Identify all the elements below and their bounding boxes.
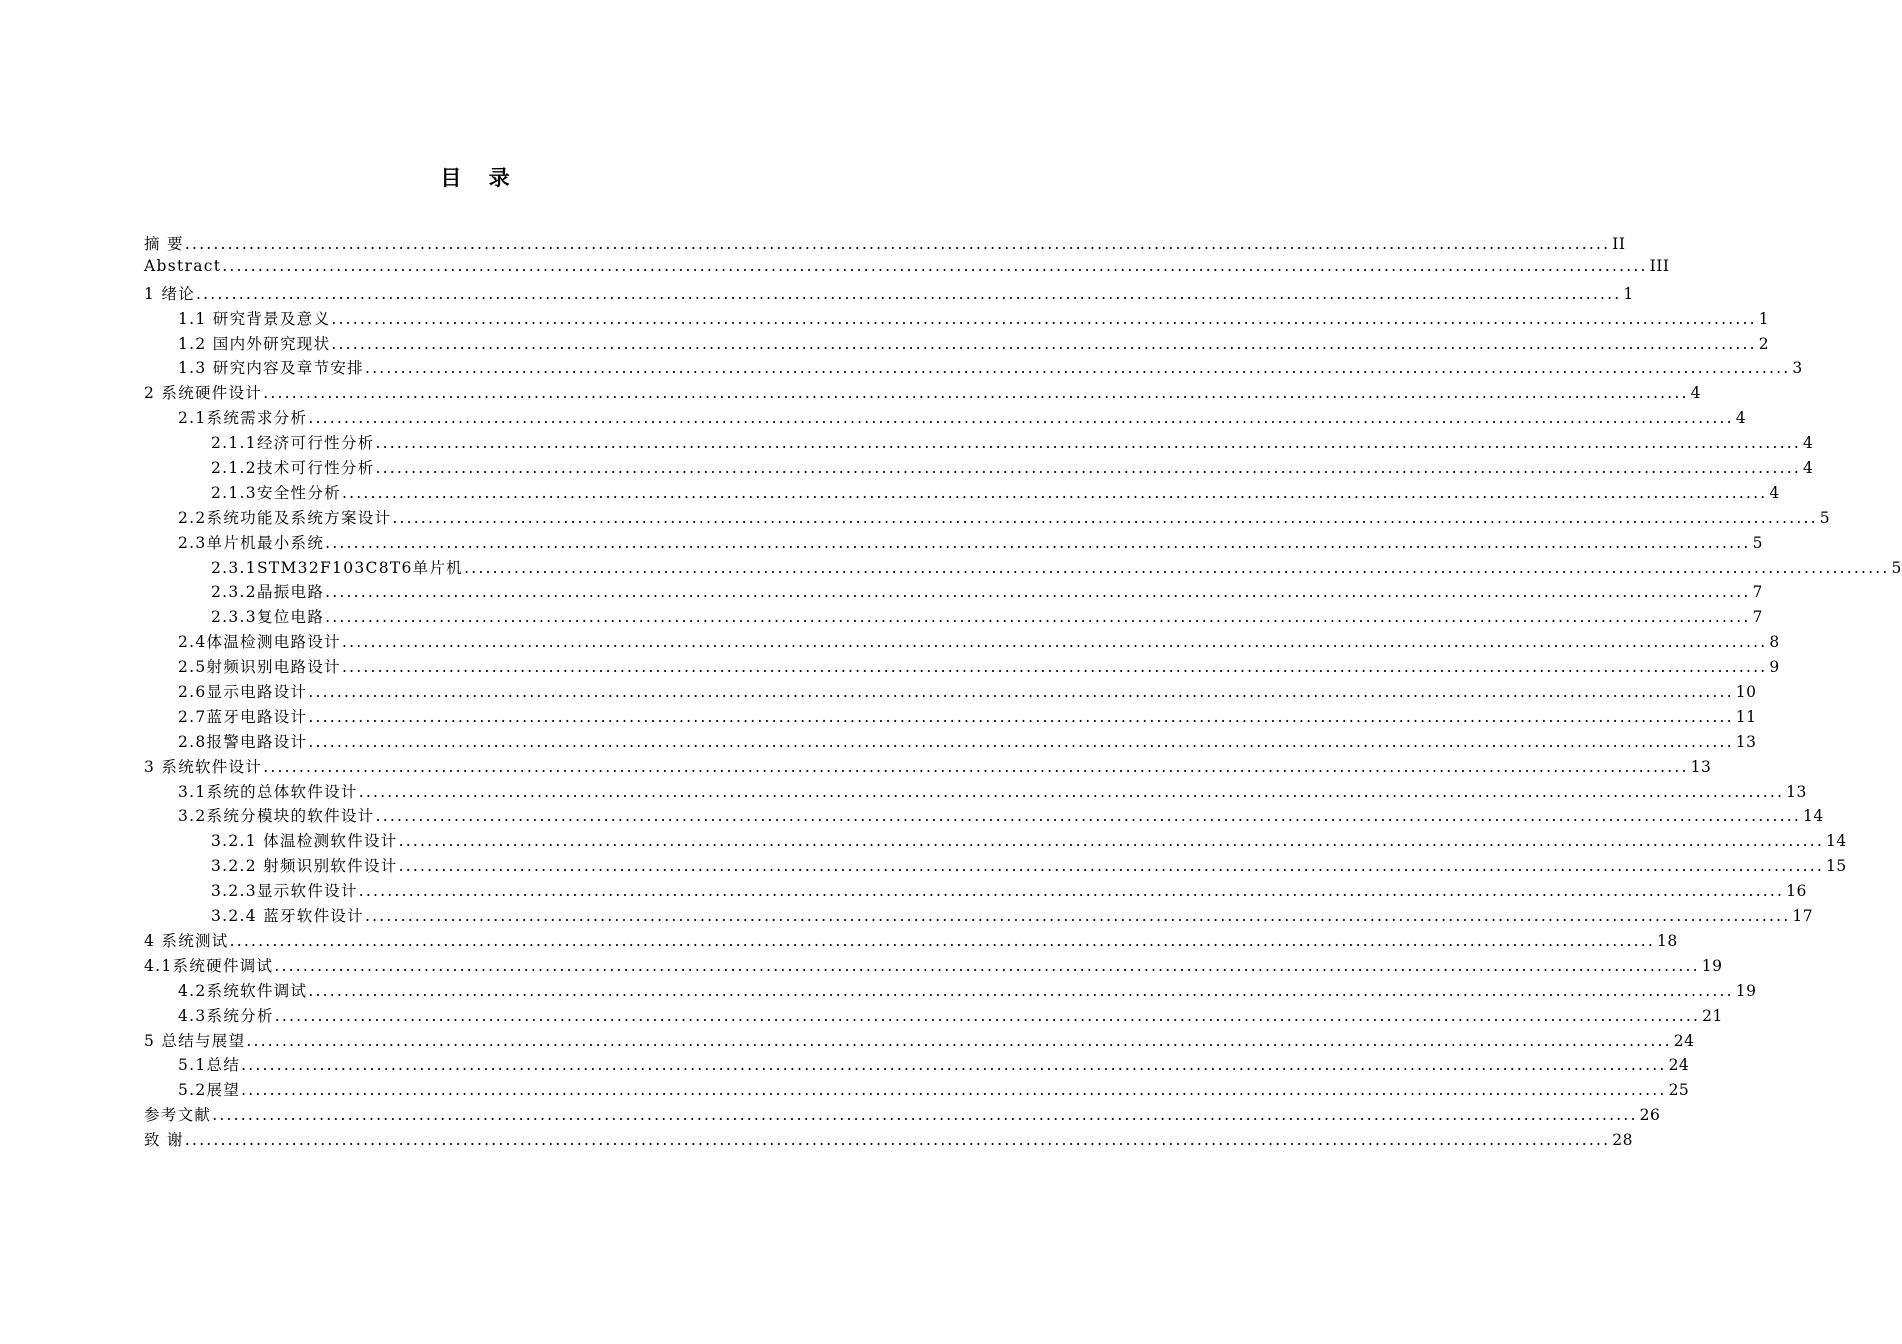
toc-leader-dots: ........................................................................................................................................................................................................ bbox=[274, 956, 1700, 975]
table-of-contents bbox=[144, 232, 1902, 1153]
toc-entry[interactable] bbox=[144, 605, 1763, 630]
toc-entry-page: 21 bbox=[1702, 1006, 1723, 1025]
toc-entry-page: 18 bbox=[1657, 931, 1678, 950]
toc-leader-dots: ........................................................................................................................................................................................................ bbox=[308, 409, 1734, 428]
toc-entry-label: 2.2系统功能及系统方案设计 bbox=[178, 508, 392, 527]
toc-entry-label: 2.7蓝牙电路设计 bbox=[178, 707, 308, 726]
toc-entry-label: 3 系统软件设计 bbox=[144, 757, 263, 776]
toc-entry-label: Abstract bbox=[144, 256, 222, 275]
toc-entry-label: 2.4体温检测电路设计 bbox=[178, 633, 341, 652]
toc-leader-dots: ........................................................................................................................................................................................................ bbox=[196, 284, 1622, 303]
toc-entry[interactable] bbox=[144, 854, 1847, 879]
toc-leader-dots: ........................................................................................................................................................................................................ bbox=[246, 1031, 1672, 1050]
toc-entry-label: 3.2系统分模块的软件设计 bbox=[178, 807, 375, 826]
toc-leader-dots: ........................................................................................................................................................................................................ bbox=[263, 384, 1689, 403]
toc-leader-dots: ........................................................................................................................................................................................................ bbox=[398, 832, 1824, 851]
toc-entry-page: 19 bbox=[1701, 956, 1723, 975]
toc-leader-dots: ........................................................................................................................................................................................................ bbox=[325, 608, 1751, 627]
toc-leader-dots: ........................................................................................................................................................................................................ bbox=[341, 658, 1768, 677]
toc-leader-dots: ........................................................................................................................................................................................................ bbox=[364, 359, 1791, 378]
toc-entry[interactable] bbox=[144, 929, 1678, 954]
toc-entry[interactable] bbox=[144, 456, 1814, 481]
toc-leader-dots: ........................................................................................................................................................................................................ bbox=[308, 732, 1734, 751]
toc-entry[interactable] bbox=[144, 1103, 1661, 1128]
toc-leader-dots: ........................................................................................................................................................................................................ bbox=[364, 907, 1791, 926]
toc-leader-dots: ........................................................................................................................................................................................................ bbox=[308, 707, 1734, 726]
toc-entry-page: 10 bbox=[1735, 683, 1757, 702]
toc-entry-page: 25 bbox=[1668, 1081, 1690, 1100]
toc-entry[interactable] bbox=[144, 879, 1807, 904]
toc-entry[interactable] bbox=[144, 655, 1780, 680]
toc-entry-page: 24 bbox=[1668, 1056, 1690, 1075]
toc-entry-label: 1 绪论 bbox=[144, 284, 195, 303]
toc-entry-label: 致 谢 bbox=[144, 1131, 184, 1150]
toc-entry[interactable] bbox=[144, 780, 1807, 805]
toc-entry[interactable] bbox=[144, 954, 1723, 979]
toc-entry-page: 7 bbox=[1752, 608, 1763, 627]
toc-entry-page: 4 bbox=[1735, 409, 1747, 428]
toc-leader-dots: ........................................................................................................................................................................................................ bbox=[184, 1131, 1611, 1150]
toc-entry-page: 8 bbox=[1769, 633, 1780, 652]
toc-entry-label: 3.1系统的总体软件设计 bbox=[178, 782, 358, 801]
toc-entry-label: 4.3系统分析 bbox=[178, 1006, 274, 1025]
toc-leader-dots: ........................................................................................................................................................................................................ bbox=[241, 1081, 1667, 1100]
toc-entry-page: 4 bbox=[1802, 434, 1814, 453]
toc-entry[interactable] bbox=[144, 755, 1712, 780]
toc-leader-dots: ........................................................................................................................................................................................................ bbox=[375, 459, 1801, 478]
toc-entry[interactable] bbox=[144, 531, 1763, 556]
toc-leader-dots: ........................................................................................................................................................................................................ bbox=[229, 931, 1655, 950]
toc-entry[interactable] bbox=[144, 1004, 1723, 1029]
toc-entry-page: 13 bbox=[1690, 757, 1712, 776]
toc-entry-label: 2.3单片机最小系统 bbox=[178, 533, 325, 552]
toc-entry[interactable] bbox=[144, 680, 1757, 705]
toc-entry-page: 5 bbox=[1891, 558, 1902, 577]
toc-leader-dots: ........................................................................................................................................................................................................ bbox=[341, 483, 1768, 502]
toc-entry[interactable] bbox=[144, 580, 1763, 605]
toc-leader-dots: ........................................................................................................................................................................................................ bbox=[398, 857, 1824, 876]
toc-entry[interactable] bbox=[144, 481, 1780, 506]
toc-leader-dots: ........................................................................................................................................................................................................ bbox=[375, 434, 1801, 453]
toc-entry-page: 3 bbox=[1792, 359, 1803, 378]
toc-entry-page: 14 bbox=[1825, 832, 1847, 851]
toc-entry-page: 5 bbox=[1819, 508, 1831, 527]
toc-entry-label: 2.3.3复位电路 bbox=[211, 608, 325, 627]
toc-leader-dots: ........................................................................................................................................................................................................ bbox=[274, 1006, 1701, 1025]
toc-entry-label: 2.8报警电路设计 bbox=[178, 732, 308, 751]
toc-leader-dots: ........................................................................................................................................................................................................ bbox=[212, 1106, 1638, 1125]
toc-entry-page: 4 bbox=[1690, 384, 1701, 403]
toc-entry[interactable] bbox=[144, 406, 1747, 431]
toc-entry[interactable] bbox=[144, 506, 1831, 531]
toc-entry[interactable] bbox=[144, 705, 1757, 730]
toc-entry-page: 11 bbox=[1735, 707, 1757, 726]
toc-entry-page: III bbox=[1649, 256, 1670, 275]
toc-entry-label: 2.3.1STM32F103C8T6单片机 bbox=[211, 558, 464, 577]
toc-entry-page: 2 bbox=[1758, 334, 1770, 353]
toc-entry-label: 4.2系统软件调试 bbox=[178, 981, 308, 1000]
toc-entry-label: 参考文献 bbox=[144, 1106, 212, 1125]
toc-entry-page: 4 bbox=[1802, 459, 1814, 478]
toc-entry-label: 3.2.2 射频识别软件设计 bbox=[211, 857, 398, 876]
toc-entry-page: 26 bbox=[1639, 1106, 1661, 1125]
toc-entry-page: 5 bbox=[1752, 533, 1763, 552]
toc-entry-label: 3.2.3显示软件设计 bbox=[211, 882, 358, 901]
toc-entry-page: 4 bbox=[1769, 483, 1780, 502]
toc-entry-page: 24 bbox=[1673, 1031, 1695, 1050]
toc-leader-dots: ........................................................................................................................................................................................................ bbox=[358, 882, 1785, 901]
toc-leader-dots: ........................................................................................................................................................................................................ bbox=[263, 757, 1689, 776]
toc-leader-dots: ........................................................................................................................................................................................................ bbox=[375, 807, 1801, 826]
toc-entry-page: 14 bbox=[1802, 807, 1824, 826]
toc-entry-page: 15 bbox=[1825, 857, 1847, 876]
toc-leader-dots: ........................................................................................................................................................................................................ bbox=[325, 583, 1751, 602]
toc-entry-label: 2.3.2晶振电路 bbox=[211, 583, 325, 602]
toc-leader-dots: ........................................................................................................................................................................................................ bbox=[325, 533, 1751, 552]
toc-entry[interactable] bbox=[144, 232, 1626, 257]
toc-leader-dots: ........................................................................................................................................................................................................ bbox=[241, 1056, 1667, 1075]
toc-entry[interactable] bbox=[144, 829, 1847, 854]
toc-entry-label: 1.1 研究背景及意义 bbox=[178, 309, 331, 328]
toc-entry-label: 2 系统硬件设计 bbox=[144, 384, 263, 403]
toc-entry[interactable] bbox=[144, 804, 1824, 829]
toc-entry-label: 1.2 国内外研究现状 bbox=[178, 334, 331, 353]
toc-entry[interactable] bbox=[144, 1078, 1690, 1103]
toc-entry-label: 5 总结与展望 bbox=[144, 1031, 246, 1050]
toc-entry-page: 1 bbox=[1623, 284, 1634, 303]
toc-entry-label: 2.1系统需求分析 bbox=[178, 409, 308, 428]
toc-entry-label: 2.1.3安全性分析 bbox=[211, 483, 341, 502]
toc-leader-dots: ........................................................................................................................................................................................................ bbox=[331, 309, 1757, 328]
toc-entry-label: 5.1总结 bbox=[178, 1056, 241, 1075]
toc-entry[interactable] bbox=[144, 979, 1757, 1004]
toc-leader-dots: ........................................................................................................................................................................................................ bbox=[464, 558, 1890, 577]
toc-entry[interactable] bbox=[144, 630, 1780, 655]
toc-entry-label: 2.1.1经济可行性分析 bbox=[211, 434, 375, 453]
toc-entry[interactable] bbox=[144, 1029, 1695, 1054]
toc-entry[interactable] bbox=[144, 1053, 1690, 1078]
toc-entry-label: 1.3 研究内容及章节安排 bbox=[178, 359, 364, 378]
toc-entry-page: 16 bbox=[1786, 882, 1807, 901]
toc-entry[interactable] bbox=[144, 381, 1701, 406]
toc-entry-label: 4.1系统硬件调试 bbox=[144, 956, 274, 975]
toc-leader-dots: ........................................................................................................................................................................................................ bbox=[222, 256, 1648, 275]
toc-entry-page: 7 bbox=[1752, 583, 1763, 602]
toc-leader-dots: ........................................................................................................................................................................................................ bbox=[184, 235, 1611, 253]
toc-entry-label: 4 系统测试 bbox=[144, 931, 229, 950]
toc-entry[interactable] bbox=[144, 307, 1770, 332]
toc-entry[interactable] bbox=[144, 332, 1770, 357]
toc-entry[interactable] bbox=[144, 256, 1670, 282]
toc-entry-page: 28 bbox=[1612, 1131, 1633, 1150]
toc-leader-dots: ........................................................................................................................................................................................................ bbox=[358, 782, 1785, 801]
toc-entry-page: 17 bbox=[1792, 907, 1814, 926]
toc-entry-page: 13 bbox=[1786, 782, 1807, 801]
toc-entry-label: 3.2.1 体温检测软件设计 bbox=[211, 832, 398, 851]
toc-entry[interactable] bbox=[144, 282, 1634, 307]
toc-entry-label: 2.6显示电路设计 bbox=[178, 683, 308, 702]
toc-entry-page: 9 bbox=[1769, 658, 1780, 677]
toc-entry-label: 5.2展望 bbox=[178, 1081, 241, 1100]
toc-entry[interactable] bbox=[144, 904, 1814, 929]
toc-entry[interactable] bbox=[144, 356, 1803, 381]
page-title: 目 录 bbox=[440, 165, 520, 190]
toc-entry-label: 摘 要 bbox=[144, 235, 184, 253]
toc-entry-label: 2.5射频识别电路设计 bbox=[178, 658, 341, 677]
toc-entry-label: 2.1.2技术可行性分析 bbox=[211, 459, 375, 478]
toc-leader-dots: ........................................................................................................................................................................................................ bbox=[308, 683, 1734, 702]
toc-entry-page: 13 bbox=[1735, 732, 1757, 751]
toc-entry[interactable] bbox=[144, 431, 1814, 456]
toc-entry-page: 1 bbox=[1758, 309, 1770, 328]
toc-entry[interactable] bbox=[144, 556, 1902, 581]
toc-entry-page: 19 bbox=[1735, 981, 1757, 1000]
toc-entry-page: II bbox=[1612, 235, 1626, 253]
toc-leader-dots: ........................................................................................................................................................................................................ bbox=[308, 981, 1734, 1000]
toc-leader-dots: ........................................................................................................................................................................................................ bbox=[341, 633, 1768, 652]
toc-entry[interactable] bbox=[144, 1128, 1633, 1153]
toc-entry-label: 3.2.4 蓝牙软件设计 bbox=[211, 907, 364, 926]
toc-leader-dots: ........................................................................................................................................................................................................ bbox=[331, 334, 1757, 353]
toc-leader-dots: ........................................................................................................................................................................................................ bbox=[392, 508, 1818, 527]
toc-entry[interactable] bbox=[144, 730, 1757, 755]
